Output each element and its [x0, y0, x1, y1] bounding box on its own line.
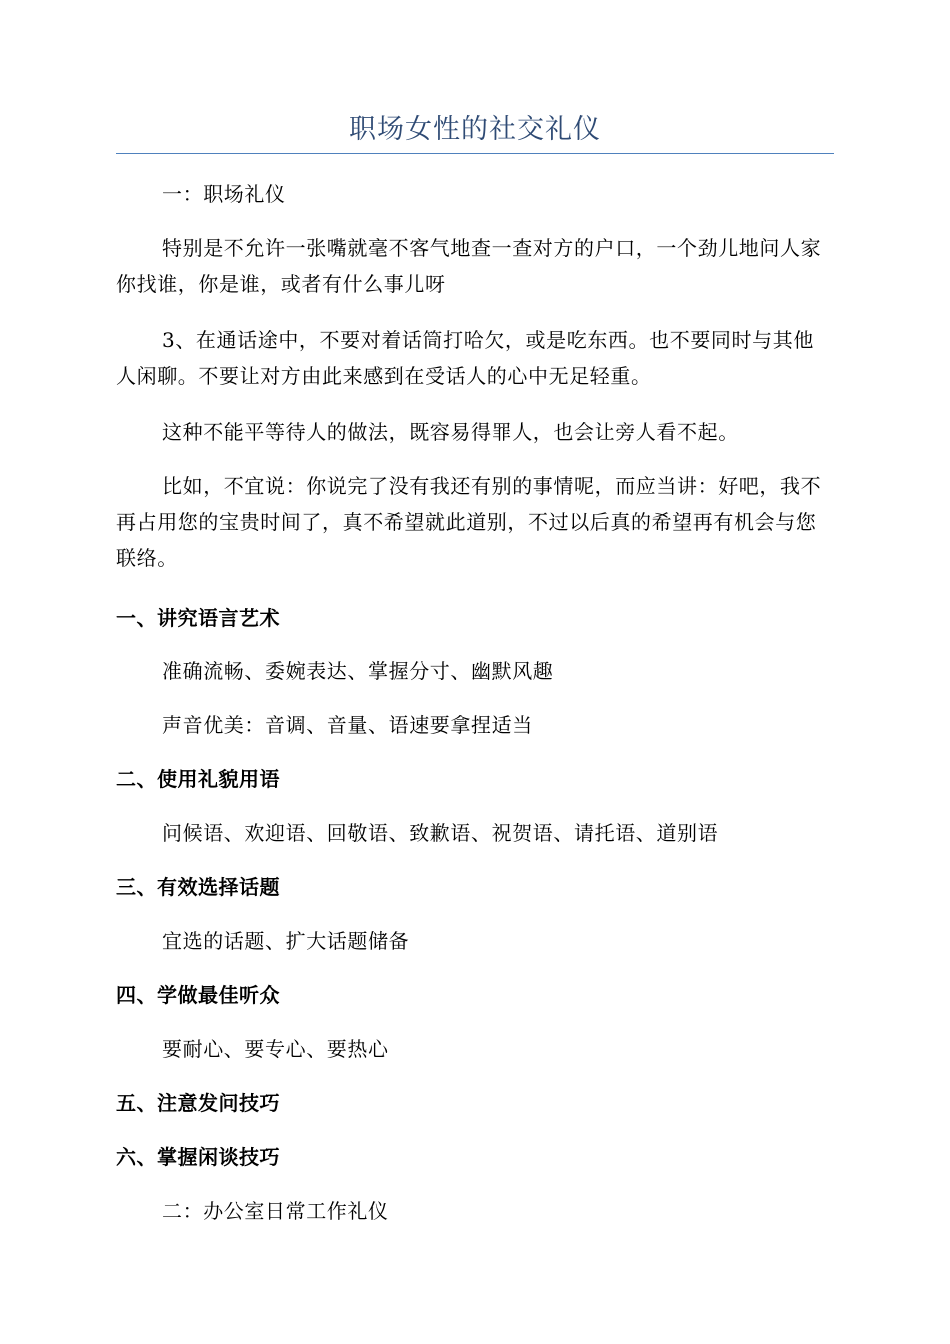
item-5: 要耐心、要专心、要热心 — [162, 1037, 389, 1061]
item-2: 声音优美：音调、音量、语速要拿捏适当 — [162, 713, 533, 737]
item-3: 问候语、欢迎语、回敬语、致歉语、祝贺语、请托语、道别语 — [162, 821, 719, 845]
paragraph-3: 这种不能平等待人的做法，既容易得罪人，也会让旁人看不起。 — [162, 420, 739, 444]
heading-1: 一、讲究语言艺术 — [116, 606, 280, 630]
heading-3: 三、有效选择话题 — [116, 875, 280, 899]
document-title: 职场女性的社交礼仪 — [349, 114, 601, 145]
section-label-2: 二：办公室日常工作礼仪 — [162, 1199, 389, 1223]
paragraph-1: 特别是不允许一张嘴就毫不客气地查一查对方的户口，一个劲儿地问人家你找谁，你是谁，或者有什么事儿呀 — [116, 236, 822, 296]
paragraph-4: 比如，不宜说：你说完了没有我还有别的事情呢，而应当讲：好吧，我不再占用您的宝贵时间了，真不希望就此道别，不过以后真的希望再有机会与您联络。 — [116, 474, 822, 570]
heading-2: 二、使用礼貌用语 — [116, 767, 280, 791]
item-1: 准确流畅、委婉表达、掌握分寸、幽默风趣 — [162, 659, 554, 683]
heading-5: 五、注意发问技巧 — [116, 1091, 280, 1115]
title-underline — [116, 153, 834, 154]
heading-4: 四、学做最佳听众 — [116, 983, 280, 1007]
paragraph-2: 3、在通话途中，不要对着话筒打哈欠，或是吃东西。也不要同时与其他人闲聊。不要让对方由此来感到在受话人的心中无足轻重。 — [116, 328, 814, 388]
heading-6: 六、掌握闲谈技巧 — [116, 1145, 280, 1169]
item-4: 宜选的话题、扩大话题储备 — [162, 929, 410, 953]
section-label-1: 一：职场礼仪 — [162, 182, 286, 206]
